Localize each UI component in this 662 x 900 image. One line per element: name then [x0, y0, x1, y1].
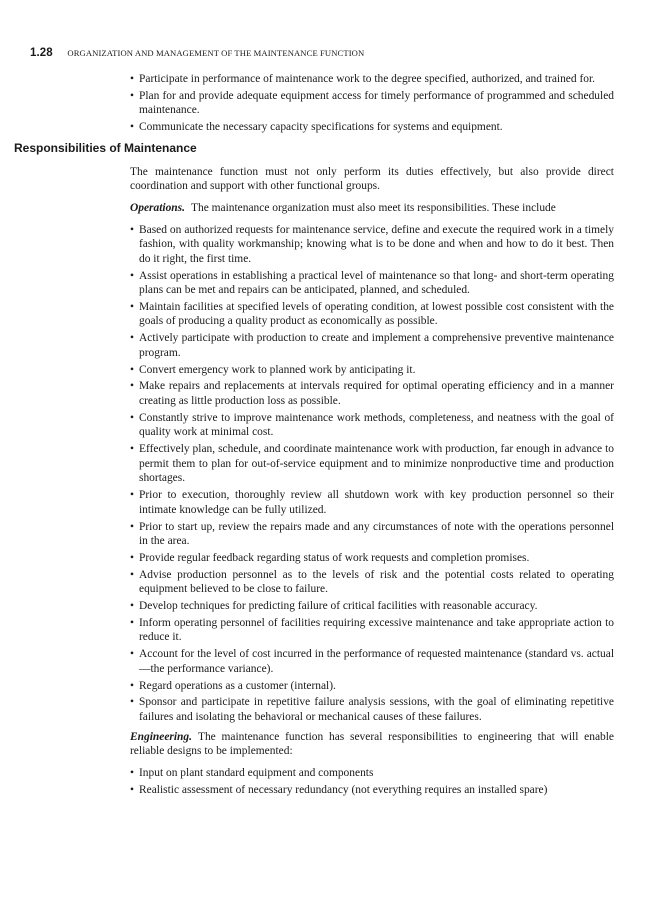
operations-text: The maintenance organization must also meet its responsibilities. These include — [190, 201, 556, 214]
engineering-bullet-list — [130, 766, 614, 797]
list-item: • Actively participate with production to create and implement a comprehensive preventive maintenance program. — [130, 331, 614, 360]
list-item: • Regard operations as a customer (internal). — [130, 679, 614, 694]
list-item: • Plan for and provide adequate equipment access for timely performance of programmed and scheduled maintenance. — [130, 89, 614, 118]
page-number: 1.28 — [30, 47, 53, 59]
list-item: • Inform operating personnel of facilities requiring excessive maintenance and take appropriate action to reduce it. — [130, 616, 614, 645]
running-title: ORGANIZATION AND MANAGEMENT OF THE MAINTENANCE FUNCTION — [67, 48, 365, 58]
list-item: • Constantly strive to improve maintenance work methods, completeness, and neatness with the goal of quality work at minimal cost. — [130, 411, 614, 440]
list-item: • Realistic assessment of necessary redundancy (not everything requires an installed spare) — [130, 783, 614, 798]
list-item: • Effectively plan, schedule, and coordinate maintenance work with production, far enough in advance to permit them to plan for out-of-service equipment and to minimize nonproductive time and production shortages. — [130, 442, 614, 486]
list-item: • Maintain facilities at specified levels of operating condition, at lowest possible cost consistent with the goals of producing a quality product as economically as possible. — [130, 300, 614, 329]
engineering-text: The maintenance function has several responsibilities to engineering that will enable reliable designs to be implemented: — [130, 730, 614, 758]
list-item: • Sponsor and participate in repetitive failure analysis sessions, with the goal of eliminating repetitive failures and isolating the behavioral or mechanical causes of these failures. — [130, 695, 614, 724]
engineering-paragraph — [130, 730, 614, 759]
top-bullet-list — [130, 72, 614, 135]
list-item: • Participate in performance of maintenance work to the degree specified, authorized, and trained for. — [130, 72, 614, 87]
list-item: • Develop techniques for predicting failure of critical facilities with reasonable accuracy. — [130, 599, 614, 614]
operations-runin-heading: Operations. — [130, 201, 185, 214]
list-item: • Assist operations in establishing a practical level of maintenance so that long- and short-term operating plans can be met and repairs can be anticipated, planned, and scheduled. — [130, 269, 614, 298]
list-item: • Prior to start up, review the repairs made and any circumstances of note with the operations personnel in the area. — [130, 520, 614, 549]
engineering-runin-heading: Engineering. — [130, 730, 192, 743]
section-heading: Responsibilities of Maintenance — [14, 140, 197, 155]
list-item: • Based on authorized requests for maintenance service, define and execute the required work in a timely fashion, with quality workmanship; knowing what is to be done and when and how to do it best. Then do it right, the first time. — [130, 223, 614, 267]
list-item: • Make repairs and replacements at intervals required for optimal operating efficiency and in a manner creating as little production loss as possible. — [130, 379, 614, 408]
page-body — [14, 72, 614, 799]
section-intro: The maintenance function must not only perform its duties effectively, but also provide direct coordination and support with other functional groups. — [130, 165, 614, 193]
list-item: • Prior to execution, thoroughly review all shutdown work with key production personnel so their intimate knowledge can be fully utilized. — [130, 488, 614, 517]
list-item: • Convert emergency work to planned work by anticipating it. — [130, 363, 614, 378]
operations-paragraph — [130, 201, 614, 216]
list-item: • Communicate the necessary capacity specifications for systems and equipment. — [130, 120, 614, 135]
list-item: • Provide regular feedback regarding status of work requests and completion promises. — [130, 551, 614, 566]
list-item: • Account for the level of cost incurred in the performance of requested maintenance (standard vs. actual—the performance variance). — [130, 647, 614, 676]
list-item: • Input on plant standard equipment and components — [130, 766, 614, 781]
operations-bullet-list — [130, 223, 614, 725]
list-item: • Advise production personnel as to the levels of risk and the potential costs related to operating equipment believed to be close to failure. — [130, 568, 614, 597]
page-header — [30, 47, 364, 59]
